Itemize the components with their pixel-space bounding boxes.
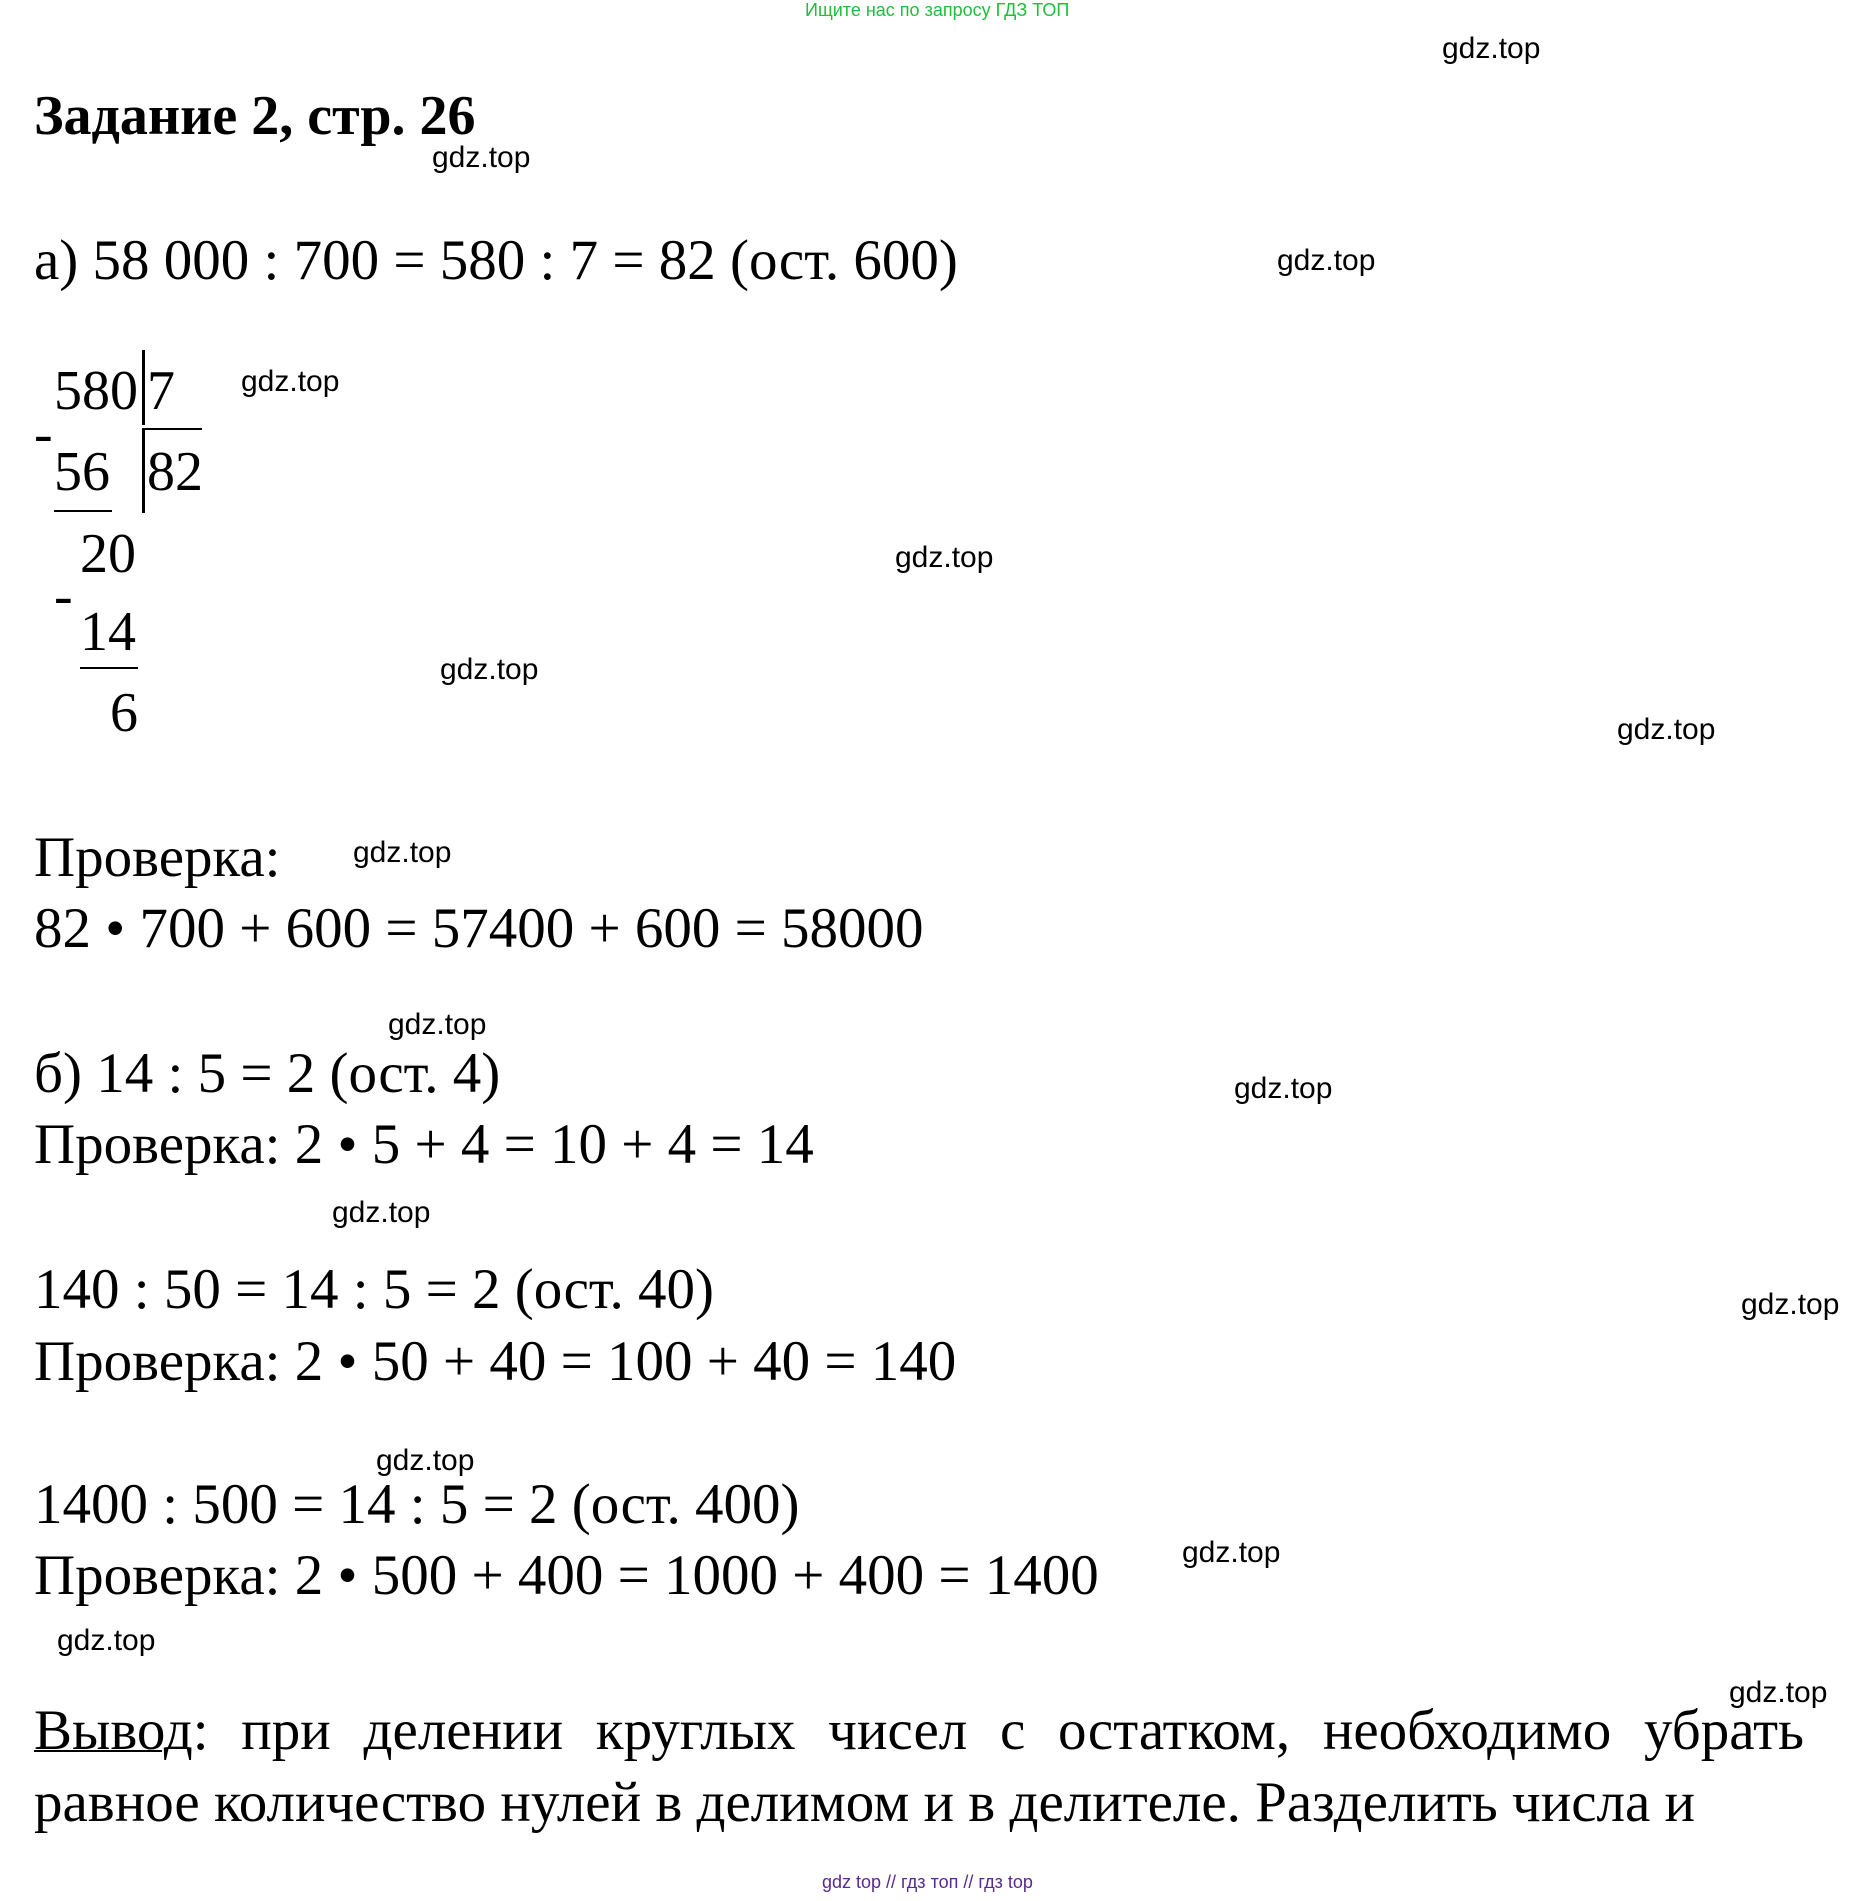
division-bar <box>142 350 145 425</box>
quotient-rule <box>142 428 202 430</box>
quotient: 82 <box>147 441 203 503</box>
watermark: gdz.top <box>895 541 994 574</box>
watermark: gdz.top <box>432 141 531 174</box>
check-a: 82 • 700 + 600 = 57400 + 600 = 58000 <box>34 897 924 960</box>
watermark: gdz.top <box>1442 32 1541 65</box>
equation-b3: 1400 : 500 = 14 : 5 = 2 (ост. 400) <box>34 1473 800 1536</box>
conclusion-text: : при делении круглых чисел с остатком, необходимо убрать равное количество нулей в делимом и в делителе. Разделить числа и <box>34 1699 1804 1834</box>
check-b1: Проверка: 2 • 5 + 4 = 10 + 4 = 14 <box>34 1113 814 1176</box>
division-bar-lower <box>142 430 145 513</box>
watermark: gdz.top <box>1617 713 1716 746</box>
rule-1 <box>54 510 112 512</box>
divisor: 7 <box>147 360 175 422</box>
watermark: gdz.top <box>388 1008 487 1041</box>
remainder: 6 <box>110 682 138 744</box>
minus-sign: - <box>54 565 73 627</box>
watermark: gdz.top <box>332 1196 431 1229</box>
partial-dividend: 20 <box>80 523 136 585</box>
check-label-a: Проверка: <box>34 826 281 889</box>
watermark: gdz.top <box>57 1624 156 1657</box>
check-b3: Проверка: 2 • 500 + 400 = 1000 + 400 = 1400 <box>34 1544 1099 1607</box>
conclusion <box>34 1695 1804 1839</box>
watermark: gdz.top <box>241 365 340 398</box>
footer-links: gdz top // гдз топ // гдз top <box>822 1872 1033 1892</box>
watermark: gdz.top <box>1277 244 1376 277</box>
page-title: Задание 2, стр. 26 <box>34 85 476 147</box>
watermark: gdz.top <box>1182 1536 1281 1569</box>
watermark: gdz.top <box>353 836 452 869</box>
conclusion-label: Вывод <box>34 1699 193 1762</box>
watermark: gdz.top <box>440 653 539 686</box>
subtrahend-2: 14 <box>80 601 136 663</box>
minus-sign: - <box>34 403 53 465</box>
search-hint: Ищите нас по запросу ГДЗ ТОП <box>805 0 1070 20</box>
watermark: gdz.top <box>1741 1288 1840 1321</box>
rule-2 <box>80 667 138 669</box>
check-b2: Проверка: 2 • 50 + 40 = 100 + 40 = 140 <box>34 1330 957 1393</box>
dividend: 580 <box>54 360 138 422</box>
watermark: gdz.top <box>1729 1676 1828 1709</box>
subtrahend-1: 56 <box>54 441 110 503</box>
watermark: gdz.top <box>376 1444 475 1477</box>
equation-b1: б) 14 : 5 = 2 (ост. 4) <box>34 1042 501 1105</box>
equation-b2: 140 : 50 = 14 : 5 = 2 (ост. 40) <box>34 1258 715 1321</box>
equation-a: а) 58 000 : 700 = 580 : 7 = 82 (ост. 600) <box>34 229 958 292</box>
watermark: gdz.top <box>1234 1072 1333 1105</box>
